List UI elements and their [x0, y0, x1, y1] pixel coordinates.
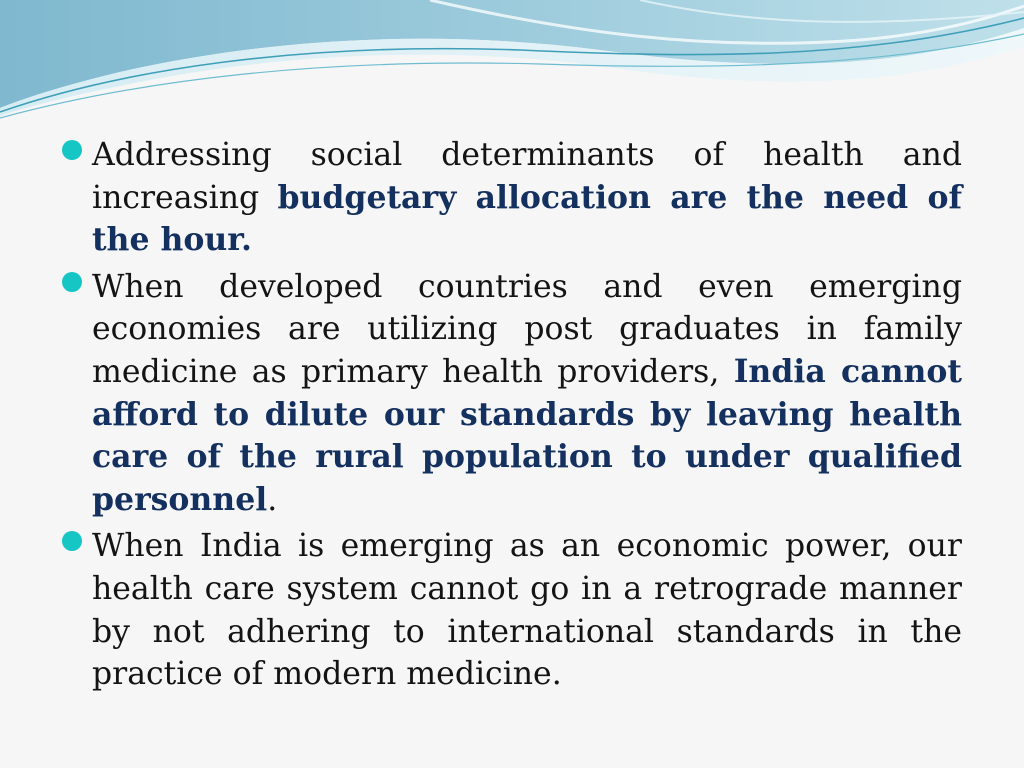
- bullet-dot-icon: [62, 140, 82, 160]
- bullet-emphasis: budgetary allocation are the need of the hour.: [92, 178, 963, 259]
- header-wave-decoration: [0, 0, 1024, 130]
- bullet-text: When India is emerging as an economic power, our health care system cannot go in a retrograde manner by not adhering to international standards in the practice of modern medicine.: [92, 528, 962, 693]
- bullet-dot-icon: [62, 531, 82, 551]
- bullet-item: [62, 525, 962, 695]
- bullet-dot-icon: [62, 272, 82, 292]
- bullet-item: [62, 266, 962, 522]
- bullet-text-end: .: [267, 481, 278, 518]
- bullet-item: [62, 134, 962, 262]
- bullet-text: When developed countries and even emerging economies are utilizing post graduates in family medicine as primary health providers,: [92, 268, 962, 390]
- bullet-list: [62, 134, 962, 700]
- bullet-text: Addressing social determinants of health and increasing: [92, 137, 962, 216]
- bullet-emphasis: India cannot afford to dilute our standards by leaving health care of the rural population to under qualified personnel: [92, 352, 962, 518]
